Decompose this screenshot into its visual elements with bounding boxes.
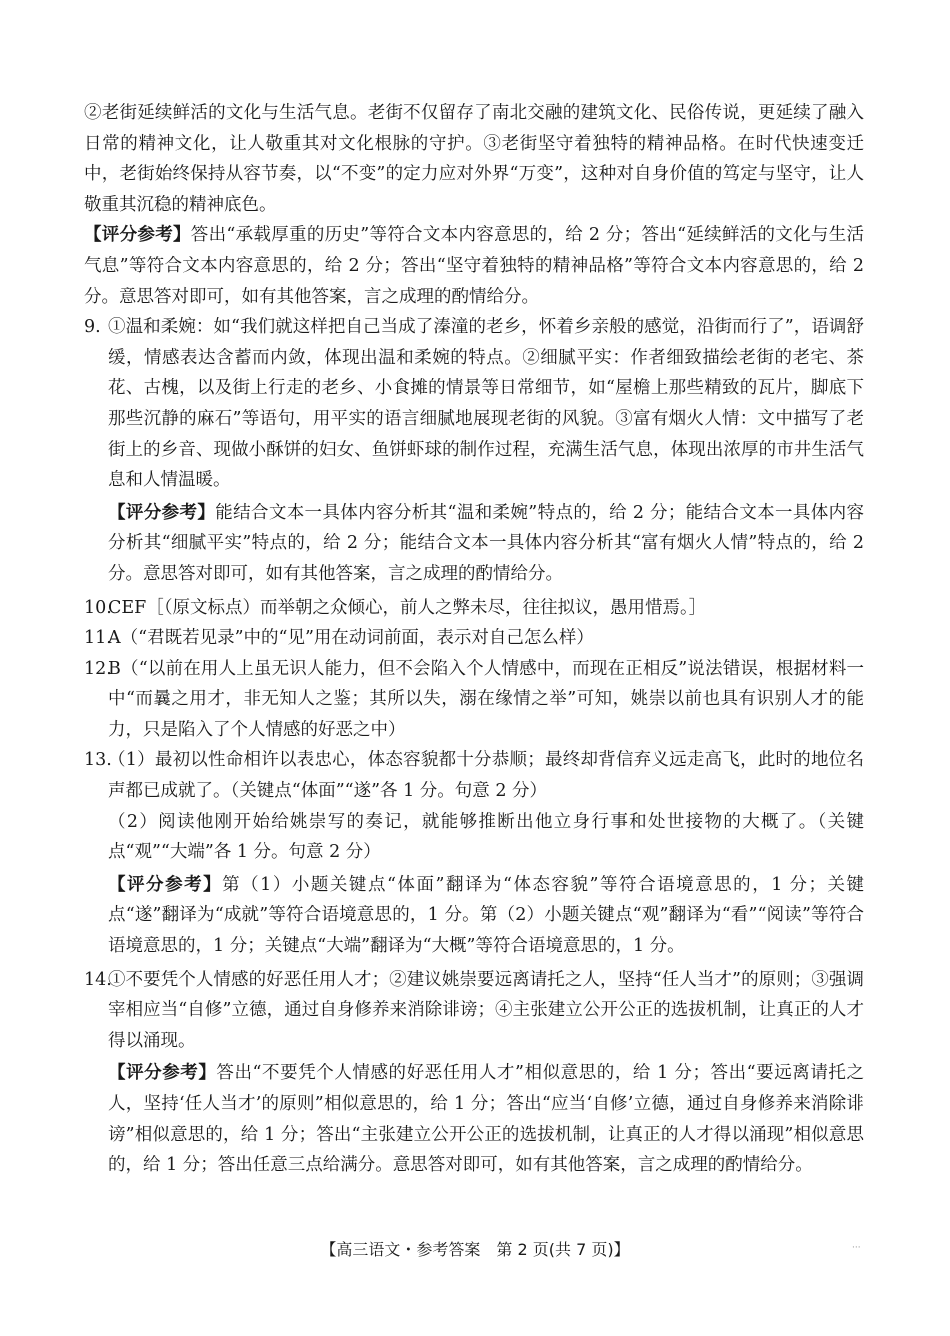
item-text: A（“君既若见录”中的“见”用在动词前面，表示对自己怎么样） xyxy=(108,628,594,649)
item-text: ①不要凭个人情感的好恶任用人才；②建议姚崇要远离请托之人，坚持“任人当才”的原则；③强调宰相应当“自修”立德，通过自身修养来消除诽谤；④主张建立公开公正的选拔机制，让真正的人才得以涌现。 xyxy=(108,969,864,1051)
item-number: 9. xyxy=(84,317,101,338)
answer-item-10 xyxy=(84,593,864,624)
scoring-reference-text: 答出“承载厚重的历史”等符合文本内容意思的，给 2 分；答出“延续鲜活的文化与生活气息”等符合文本内容意思的，给 2 分；答出“坚守着独特的精神品格”等符合文本内容意思的，给 2 分。意思答对即可，如有其他答案，言之成理的酌情给分。 xyxy=(84,225,864,307)
scoring-reference-text: 第（1）小题关键点“体面”翻译为“体态容貌”等符合语境意思的，1 分；关键点“遂”翻译为“成就”等符合语境意思的，1 分。第（2）小题关键点“观”翻译为“看”“阅读”等符合语境意思的，1 分；关键点“大端”翻译为“大概”等符合语境意思的，1 分。 xyxy=(108,874,865,957)
answer-item-12 xyxy=(84,654,864,746)
item-number: 12. xyxy=(84,658,112,679)
item-text: （1）最初以性命相许以表忠心，体态容貌都十分恭顺；最终却背信弃义远走高飞，此时的地位名声都已成就了。（关键点“体面”“遂”各 1 分。句意 2 分） xyxy=(108,750,864,802)
item-number: 13. xyxy=(84,750,112,771)
answer-item-9 xyxy=(84,312,864,496)
scoring-reference-text: 能结合文本一具体内容分析其“温和柔婉”特点的，给 2 分；能结合文本一具体内容分析其“细腻平实”特点的，给 2 分；能结合文本一具体内容分析其“富有烟火人情”特点的，给 2 分。意思答对即可，如有其他答案，言之成理的酌情给分。 xyxy=(108,502,865,584)
item-text: CEF［（原文标点）而举朝之众倾心，前人之弊未尽，往往拟议，愚用惜焉。］ xyxy=(108,597,707,618)
answer-item-11 xyxy=(84,623,864,654)
corner-mark: ··· xyxy=(852,1243,861,1253)
answer-content xyxy=(84,98,864,1184)
scoring-reference-13 xyxy=(108,870,864,962)
answer-item-14 xyxy=(84,965,864,1057)
item-text: ①温和柔婉：如“我们就这样把自己当成了溱潼的老乡，怀着乡亲般的感觉，沿街而行了”，语调舒缓，情感表达含蓄而内敛，体现出温和柔婉的特点。②细腻平实：作者细致描绘老街的老宅、茶花、古槐，以及街上行走的老乡、小食摊的情景等日常细节，如“屋檐上那些精致的瓦片，脚底下那些沉静的麻石”等语句，用平实的语言细腻地展现老街的风貌。③富有烟火人情：文中描写了老街上的乡音、现做小酥饼的妇女、鱼饼虾球的制作过程，充满生活气息，体现出浓厚的市井生活气息和人情温暖。 xyxy=(108,317,864,491)
scoring-reference-label: 【评分参考】 xyxy=(84,225,191,246)
scoring-reference-label: 【评分参考】 xyxy=(108,1063,217,1084)
item-number: 11. xyxy=(84,628,112,649)
scoring-reference-text: 答出“不要凭个人情感的好恶任用人才”相似意思的，给 1 分；答出“要远离请托之人，坚持‘任人当才’的原则”相似意思的，给 1 分；答出“应当‘自修’立德，通过自身修养来消除诽谤”相似意思的，给 1 分；答出“主张建立公开公正的选拔机制，让真正的人才得以涌现”相似意思的，给 1 分；答出任意三点给满分。意思答对即可，如有其他答案，言之成理的酌情给分。 xyxy=(108,1063,864,1176)
item-text: B（“以前在用人上虽无识人能力，但不会陷入个人情感中，而现在正相反”说法错误，根据材料一中“而曩之用才，非无知人之鉴；其所以失，溺在缘情之举”可知，姚崇以前也具有识别人才的能力，只是陷入了个人情感的好恶之中） xyxy=(108,658,865,740)
item-number: 10. xyxy=(84,597,112,618)
item-subtext: （2）阅读他刚开始给姚崇写的奏记，就能够推断出他立身行事和处世接物的大概了。（关键点“观”“大端”各 1 分。句意 2 分） xyxy=(108,811,864,863)
scoring-reference-label: 【评分参考】 xyxy=(108,874,223,895)
scoring-reference-14 xyxy=(108,1058,864,1180)
scoring-reference-9 xyxy=(108,498,864,590)
item-number: 14. xyxy=(84,969,112,990)
page-footer: 【高三语文・参考答案 第 2 页(共 7 页)】 xyxy=(320,1240,630,1259)
answer-8-continued: ②老街延续鲜活的文化与生活气息。老街不仅留存了南北交融的建筑文化、民俗传说，更延续了融入日常的精神文化，让人敬重其对文化根脉的守护。③老街坚守着独特的精神品格。在时代快速变迁中，老街始终保持从容节奏，以“不变”的定力应对外界“万变”，这种对自身价值的笃定与坚守，让人敬重其沉稳的精神底色。 xyxy=(84,103,864,215)
scoring-reference-label: 【评分参考】 xyxy=(108,502,216,523)
scoring-reference-8 xyxy=(84,220,864,312)
answer-item-13 xyxy=(84,745,864,867)
